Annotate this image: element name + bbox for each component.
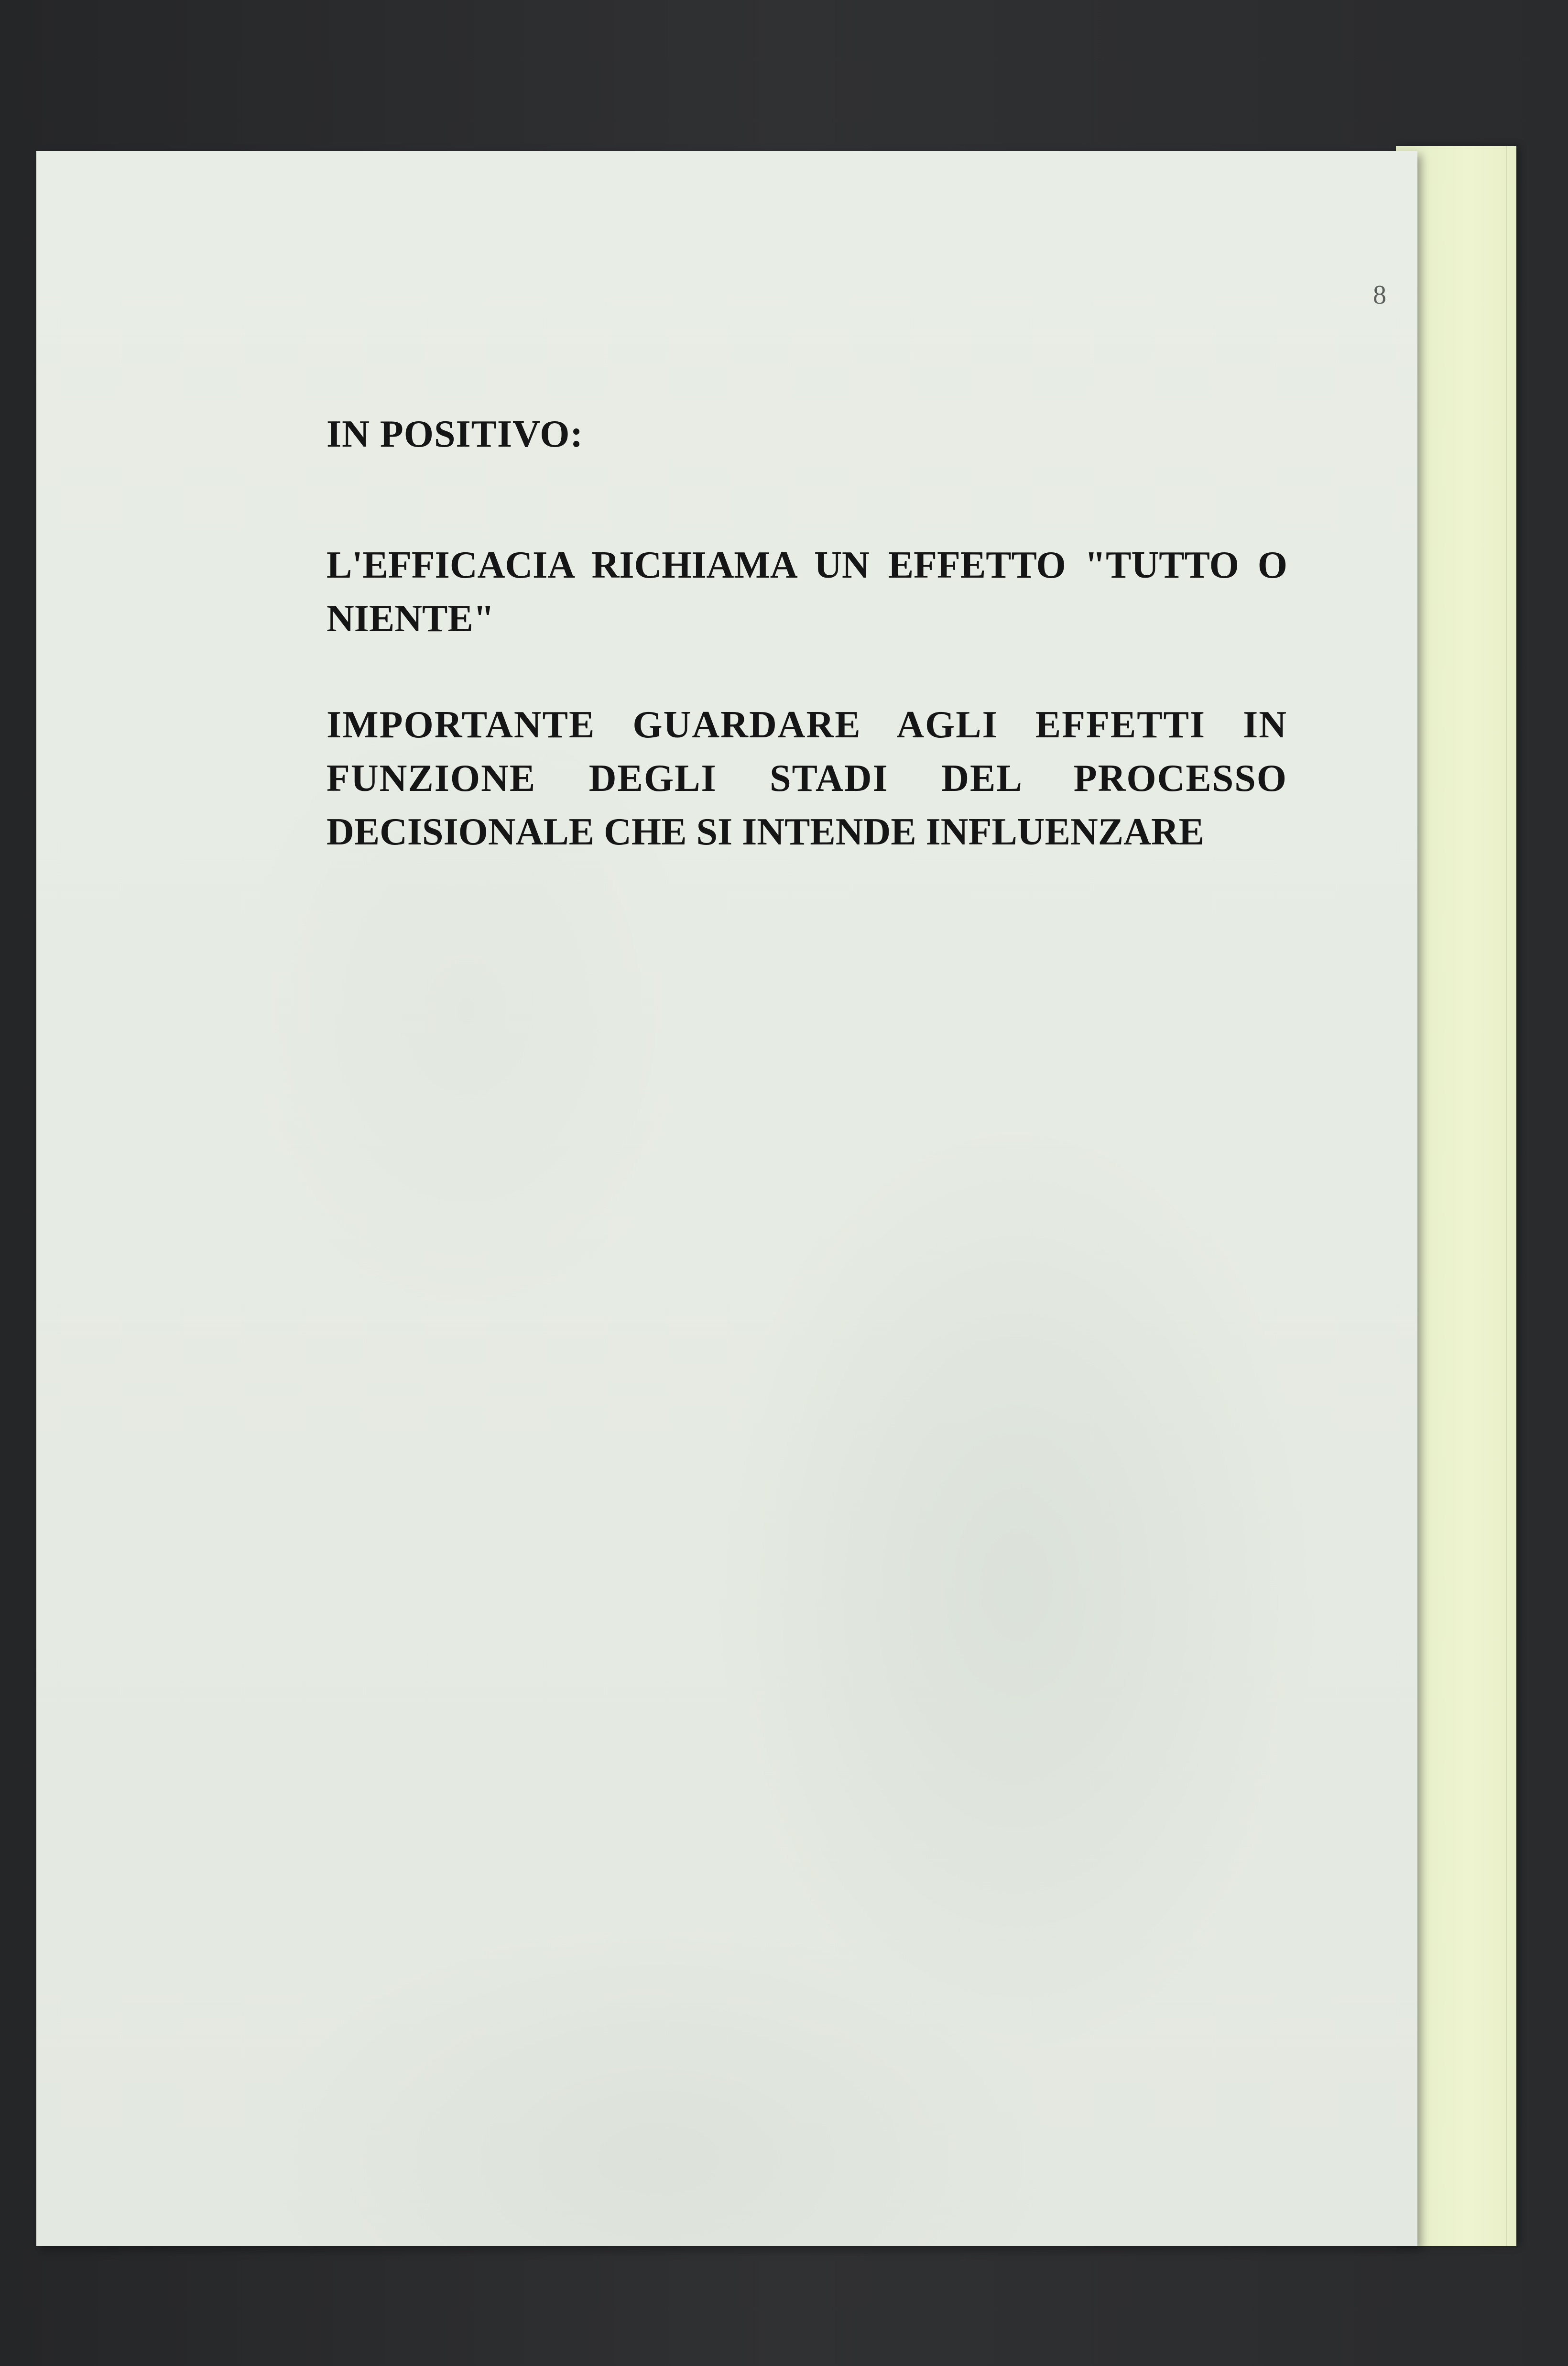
page-number: 8 (1373, 280, 1386, 310)
paragraph-efficacy-line-1: L'EFFICACIA RICHIAMA UN EFFETTO "TUTTO O (327, 544, 1287, 586)
paragraph-decision-stages (327, 698, 1292, 859)
section-heading: IN POSITIVO: (327, 413, 584, 455)
paragraph-decision-stages-line-1: IMPORTANTE GUARDARE AGLI EFFETTI IN (327, 704, 1287, 746)
paragraph-decision-stages-line-3: DECISIONALE CHE SI INTENDE INFLUENZARE (327, 811, 1204, 853)
document-page (36, 151, 1417, 2246)
paragraph-efficacy-line-2: NIENTE" (327, 598, 495, 640)
paragraph-efficacy (327, 538, 1292, 646)
paragraph-decision-stages-line-2: FUNZIONE DEGLI STADI DEL PROCESSO (327, 757, 1287, 800)
